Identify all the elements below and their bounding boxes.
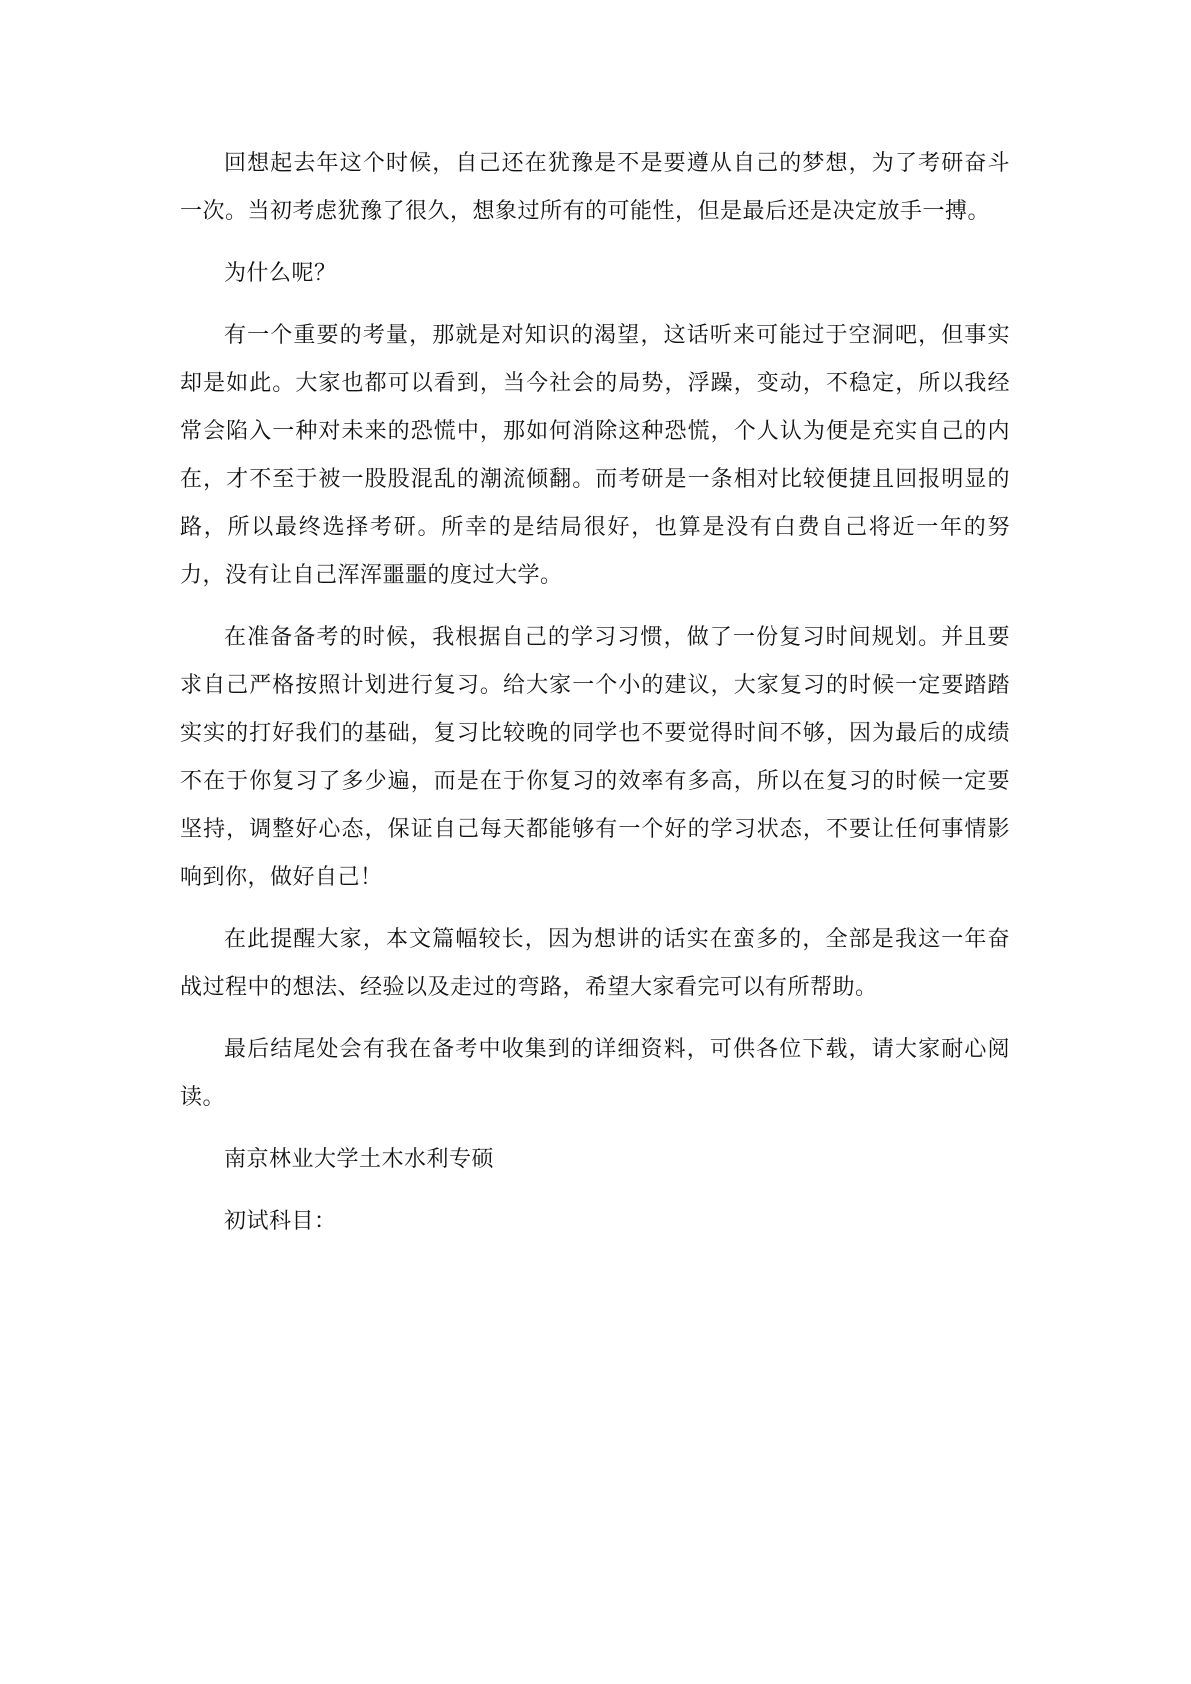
paragraph-intro: 回想起去年这个时候，自己还在犹豫是不是要遵从自己的梦想，为了考研奋斗一次。当初考虑犹豫了很久，想象过所有的可能性，但是最后还是决定放手一搏。 [180, 151, 1010, 224]
document-body [180, 140, 1010, 1260]
paragraph-resources: 最后结尾处会有我在备考中收集到的详细资料，可供各位下载，请大家耐心阅读。 [180, 1037, 1010, 1110]
paragraph-question: 为什么呢？ [224, 261, 337, 286]
paragraph-motivation: 有一个重要的考量，那就是对知识的渴望，这话听来可能过于空洞吧，但事实却是如此。大家也都可以看到，当今社会的局势，浮躁，变动，不稳定，所以我经常会陷入一种对未来的恐慌中，那如何消除这种恐慌，个人认为便是充实自己的内在，才不至于被一股股混乱的潮流倾翻。而考研是一条相对比较便捷且回报明显的路，所以最终选择考研。所幸的是结局很好，也算是没有白费自己将近一年的努力，没有让自己浑浑噩噩的度过大学。 [180, 323, 1010, 588]
paragraph-reminder: 在此提醒大家，本文篇幅较长，因为想讲的话实在蛮多的，全部是我这一年奋战过程中的想法、经验以及走过的弯路，希望大家看完可以有所帮助。 [180, 927, 1010, 1000]
paragraph-study-plan: 在准备备考的时候，我根据自己的学习习惯，做了一份复习时间规划。并且要求自己严格按照计划进行复习。给大家一个小的建议，大家复习的时候一定要踏踏实实的打好我们的基础，复习比较晚的同学也不要觉得时间不够，因为最后的成绩不在于你复习了多少遍，而是在于你复习的效率有多高，所以在复习的时候一定要坚持，调整好心态，保证自己每天都能够有一个好的学习状态，不要让任何事情影响到你，做好自己！ [180, 625, 1010, 890]
paragraph-subjects-heading: 初试科目： [224, 1209, 337, 1234]
paragraph-university: 南京林业大学土木水利专硕 [224, 1147, 495, 1172]
